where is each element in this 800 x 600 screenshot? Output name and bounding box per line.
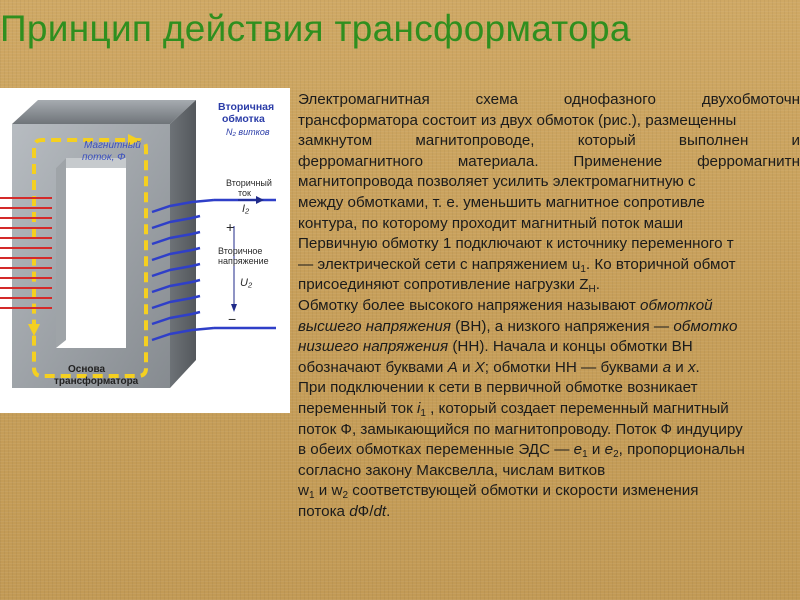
body-line-4: ферромагнитного материала. Применение ферромагнитн [298, 152, 800, 170]
secondary-turns-label: N₂ витков [226, 127, 270, 137]
secondary-voltage-label-1: Вторичное [218, 246, 263, 256]
body-line-20: $w_1$ и $w_2$ соответствующей обмотки и скорости изменения [298, 482, 699, 502]
i2-label: I₂ [242, 203, 250, 215]
body-line-14: обозначают буквами А и Х; обмотки НН — буквами а и х. [298, 358, 700, 376]
core-label-2: трансформатора [54, 376, 139, 387]
flux-label-2: поток, Φ [82, 152, 126, 163]
body-line-17: поток Ф, замыкающийся по магнитопроводу. Поток Ф индуциру [298, 420, 743, 438]
body-line-12: высшего напряжения (ВН), а низкого напряжения — обмотко [298, 317, 738, 335]
body-line-8: Первичную обмотку 1 подключают к источнику переменного т [298, 235, 734, 253]
body-line-21: потока dФ/dt. [298, 502, 391, 520]
plus-sign: + [226, 219, 235, 235]
body-line-18: в обеих обмотках переменные ЭДС — $е_1$ и $е_2$, пропорциональн [298, 441, 745, 461]
body-text [298, 90, 800, 522]
body-line-3: замкнутом магнитопроводе, который выполнен и [298, 132, 800, 150]
slide-title: Принцип действия трансформатора [0, 8, 631, 49]
body-line-19: согласно закону Максвелла, числам витков [298, 461, 606, 479]
transformer-diagram [0, 88, 290, 413]
body-line-2: трансформатора состоит из двух обмоток (рис.), размещенны [298, 111, 737, 129]
body-line-5: магнитопровода позволяет усилить электромагнитную с [298, 173, 696, 191]
body-line-9: — электрической сети с напряжением $u_1$. Ко вторичной обмот [298, 255, 736, 275]
secondary-winding-label-2: обмотка [222, 113, 265, 125]
body-line-11: Обмотку более высокого напряжения называют обмоткой [298, 296, 713, 314]
body-line-10: присоединяют сопротивление нагрузки $Z_Н$. [298, 276, 600, 296]
secondary-current-label-2: ток [238, 188, 251, 198]
minus-sign: − [228, 311, 237, 327]
secondary-winding-label-1: Вторичная [218, 101, 275, 113]
secondary-current-label-1: Вторичный [226, 178, 272, 188]
secondary-voltage-label-2: напряжение [218, 256, 269, 266]
u2-label: U₂ [240, 277, 253, 289]
core-label-1: Основа [68, 364, 106, 375]
body-line-16: переменный ток $i_1$ , который создает переменный магнитный [298, 399, 729, 419]
secondary-winding-icon [152, 200, 276, 340]
body-line-15: При подключении к сети в первичной обмотке возникает [298, 379, 698, 397]
body-line-1: Электромагнитная схема однофазного двухобмоточн [298, 91, 800, 108]
body-line-13: низшего напряжения (НН). Начала и концы обмотки ВН [298, 338, 693, 356]
voltage-arrow-icon [231, 226, 237, 312]
body-line-7: контура, по которому проходит магнитный поток маши [298, 214, 684, 232]
flux-label-1: Магнитный [84, 140, 141, 151]
body-line-6: между обмотками, т. е. уменьшить магнитное сопротивле [298, 193, 705, 211]
